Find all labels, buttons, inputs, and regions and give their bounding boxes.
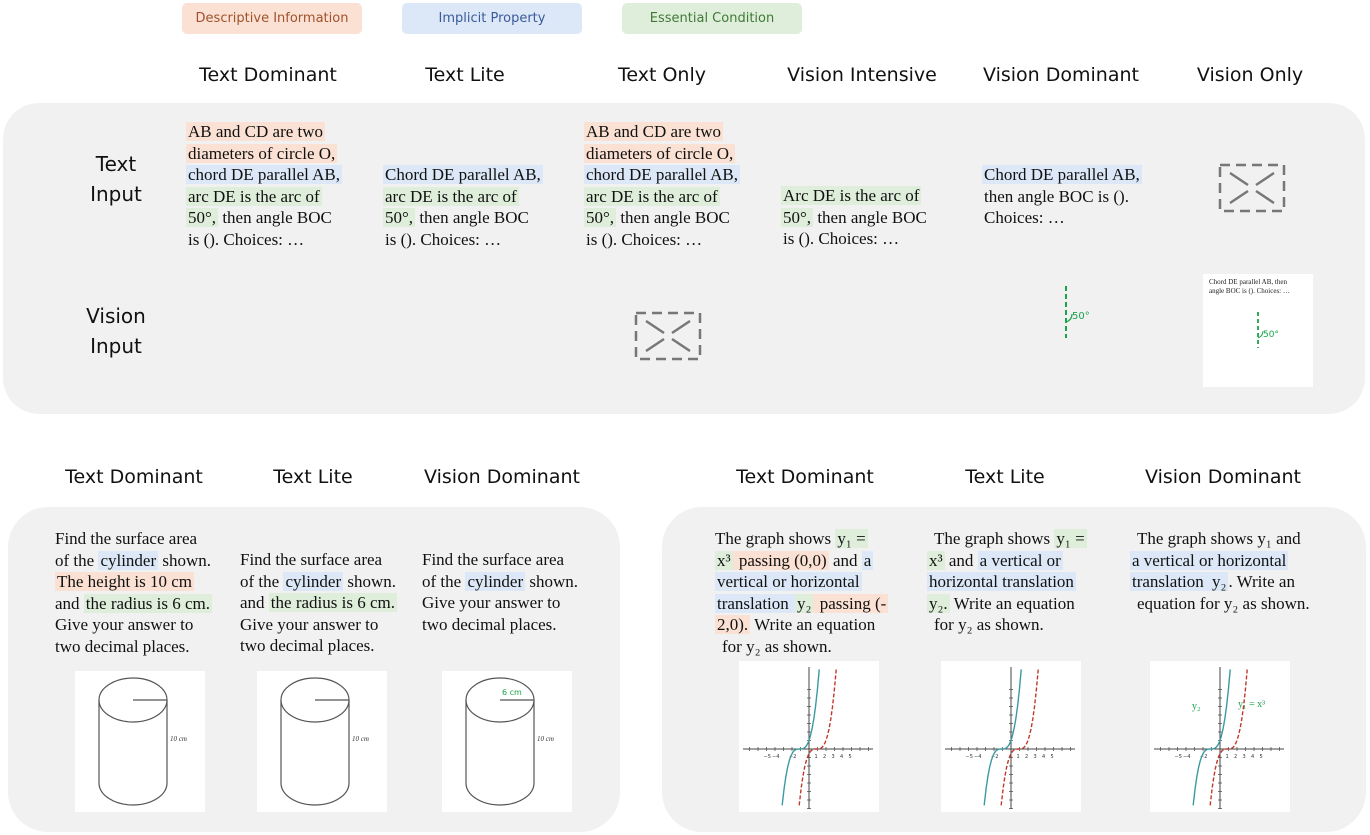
legend-descriptive-information: Descriptive Information bbox=[182, 3, 362, 34]
vision-only-image bbox=[1203, 274, 1313, 387]
label-y1: y₁ = x³ bbox=[1238, 699, 1266, 710]
header-vision-dominant: Vision Dominant bbox=[983, 64, 1139, 86]
x-tick-label: 5 bbox=[1050, 754, 1054, 760]
graph-image-1 bbox=[739, 661, 879, 812]
x-tick-label: 3 bbox=[831, 754, 835, 760]
x-tick-label: 3 bbox=[1242, 754, 1246, 760]
svg-text:50°: 50° bbox=[1072, 311, 1090, 322]
vision-intensive-question: Arc DE is the arc of 50°, then angle BOC is (). Choices: … bbox=[783, 186, 927, 248]
text-only-question: AB and CD are two diameters of circle O, chord DE parallel AB, arc DE is the arc of 50°, then angle BOC is (). Choices: … bbox=[586, 122, 739, 249]
bl-header-text-dominant: Text Dominant bbox=[65, 466, 203, 488]
svg-text:10 cm: 10 cm bbox=[170, 735, 187, 743]
x-tick-label: 1 bbox=[814, 754, 818, 760]
vision-dominant-question: Chord DE parallel AB, then angle BOC is (). Choices: … bbox=[984, 165, 1140, 227]
x-tick-label: 5 bbox=[848, 754, 852, 760]
legend-implicit-property: Implicit Property bbox=[402, 3, 582, 34]
text-lite-question: Chord DE parallel AB, arc DE is the arc of 50°, then angle BOC is (). Choices: … bbox=[385, 165, 541, 249]
x-tick-label: 2 bbox=[1234, 754, 1238, 760]
graph-image-3 bbox=[1150, 661, 1290, 812]
svg-text:10 cm: 10 cm bbox=[537, 735, 554, 743]
row-label-text-input: Text Input bbox=[90, 152, 142, 206]
missing-text-icon bbox=[1218, 163, 1286, 213]
cylinder-image-1 bbox=[75, 671, 205, 812]
text-dominant-question: AB and CD are two diameters of circle O, chord DE parallel AB, arc DE is the arc of 50°, then angle BOC is (). Choices: … bbox=[188, 122, 341, 249]
header-vision-only: Vision Only bbox=[1196, 64, 1304, 86]
svg-text:50°: 50° bbox=[1263, 330, 1279, 340]
x-tick-label: 4 bbox=[1042, 754, 1046, 760]
cylinder-image-3 bbox=[442, 671, 572, 812]
x-tick-label: −5 bbox=[1174, 754, 1182, 760]
cylinder-text-dominant-question: Find the surface area of the cylinder shown. The height is 10 cm and the radius is 6 cm. Give your answer to two decimal places. bbox=[55, 529, 212, 656]
graph-vision-dominant-question: The graph shows y₁ and a vertical or horizontal translation y₂ . Write an equation for y₂ as shown. bbox=[1132, 529, 1310, 613]
graph-text-dominant-question: The graph shows y₁ = x³ passing (0,0) and a vertical or horizontal translation y₂ passing (- 2,0). Write an equation for y₂ as shown. bbox=[715, 529, 887, 656]
svg-text:10 cm: 10 cm bbox=[352, 735, 369, 743]
x-tick-label: −2 bbox=[991, 754, 999, 760]
bl-header-vision-dominant: Vision Dominant bbox=[424, 466, 580, 488]
x-tick-label: −4 bbox=[1183, 754, 1191, 760]
missing-image-icon bbox=[634, 311, 702, 361]
angle-diagram bbox=[1058, 284, 1098, 340]
cylinder-vision-dominant-question: Find the surface area of the cylinder shown. Give your answer to two decimal places. bbox=[422, 550, 579, 634]
x-tick-label: −5 bbox=[763, 754, 771, 760]
curve-y2 bbox=[782, 669, 819, 805]
curve-y2 bbox=[984, 669, 1021, 805]
x-tick-label: 4 bbox=[840, 754, 844, 760]
header-text-dominant: Text Dominant bbox=[199, 64, 337, 86]
header-text-only: Text Only bbox=[618, 64, 706, 86]
label-y2: y₂ bbox=[1192, 701, 1201, 712]
x-tick-label: 1 bbox=[1016, 754, 1020, 760]
bl-header-text-lite: Text Lite bbox=[273, 466, 353, 488]
br-header-text-lite: Text Lite bbox=[965, 466, 1045, 488]
x-tick-label: 4 bbox=[1251, 754, 1255, 760]
cylinder-text-lite-question: Find the surface area of the cylinder shown. and the radius is 6 cm. Give your answer to two decimal places. bbox=[240, 550, 397, 655]
graph-text-lite-question: The graph shows y₁ = x³ and a vertical or horizontal translation y₂. Write an equation for y₂ as shown. bbox=[929, 529, 1085, 634]
curve-y2 bbox=[1193, 669, 1230, 805]
br-header-text-dominant: Text Dominant bbox=[736, 466, 874, 488]
x-tick-label: 2 bbox=[1025, 754, 1029, 760]
legend-essential-condition: Essential Condition bbox=[622, 3, 802, 34]
vision-only-rendered-text: Chord DE parallel AB, then angle BOC is (). Choices: … bbox=[1209, 278, 1290, 295]
x-tick-label: −4 bbox=[772, 754, 780, 760]
x-tick-label: 3 bbox=[1033, 754, 1037, 760]
row-label-vision-input: Vision Input bbox=[86, 304, 146, 358]
x-tick-label: −5 bbox=[965, 754, 973, 760]
header-text-lite: Text Lite bbox=[425, 64, 505, 86]
x-tick-label: −2 bbox=[789, 754, 797, 760]
x-tick-label: −2 bbox=[1200, 754, 1208, 760]
x-tick-label: 5 bbox=[1259, 754, 1263, 760]
graph-image-2 bbox=[941, 661, 1081, 812]
cylinder-image-2 bbox=[257, 671, 387, 812]
header-vision-intensive: Vision Intensive bbox=[787, 64, 937, 86]
x-tick-label: 2 bbox=[823, 754, 827, 760]
br-header-vision-dominant: Vision Dominant bbox=[1145, 466, 1301, 488]
x-tick-label: 1 bbox=[1225, 754, 1229, 760]
x-tick-label: −4 bbox=[974, 754, 982, 760]
svg-text:6 cm: 6 cm bbox=[502, 688, 522, 697]
